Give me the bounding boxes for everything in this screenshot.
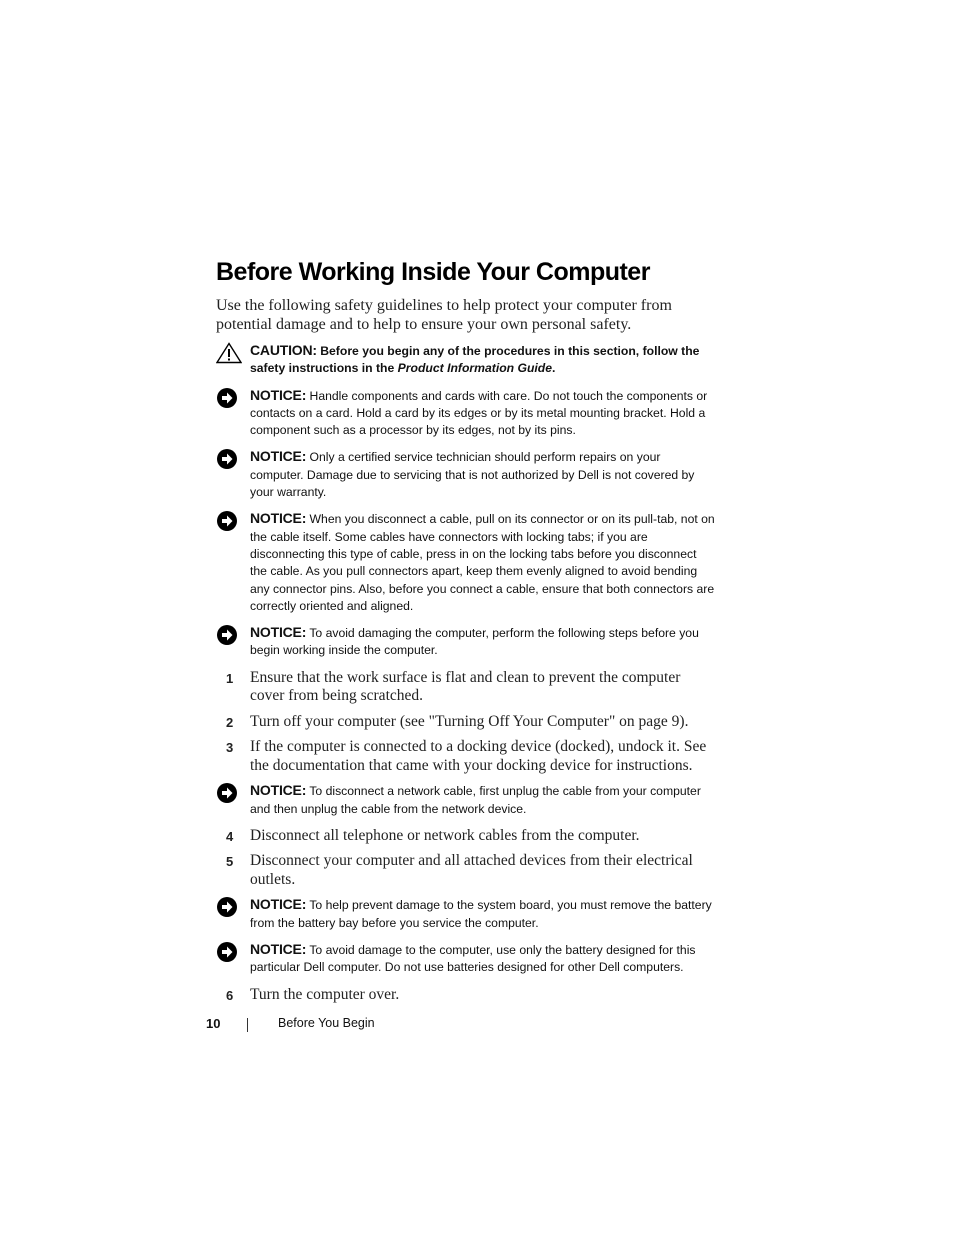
notice-text: When you disconnect a cable, pull on its connector or on its pull-tab, not on the cable itself. Some cables have connectors with locking tabs; if you are disconnecting this type of cable, press in on the locking tabs before you disconnect the cable. As you pull connectors apart, keep them evenly aligned to avoid bending any connector pins. Also, before you connect a cable, ensure that both connectors are correctly oriented and aligned. xyxy=(250,512,715,613)
notice-arrow-icon xyxy=(216,387,242,409)
notice-arrow-icon xyxy=(216,448,242,470)
warning-triangle-icon xyxy=(216,342,242,364)
notice-label: NOTICE: xyxy=(250,940,307,957)
notice-label: NOTICE: xyxy=(250,782,307,799)
notice-text: Handle components and cards with care. Do not touch the components or contacts on a card. Hold a card by its edges or by its metal mounting bracket. Hold a component such as a processor by its edges, not by its pins. xyxy=(250,388,708,438)
step-number: 2 xyxy=(226,714,234,730)
notice-arrow-icon xyxy=(216,941,242,963)
notice-label: NOTICE: xyxy=(250,624,307,641)
notice-text: To avoid damaging the computer, perform the following steps before you begin working inside the computer. xyxy=(250,626,699,658)
notice-text: Only a certified service technician should perform repairs on your computer. Damage due to servicing that is not authorized by Dell is not covered by your warranty. xyxy=(250,450,695,500)
caution-note xyxy=(216,342,716,378)
step-text: Disconnect all telephone or network cables from the computer. xyxy=(250,826,640,844)
step-item xyxy=(216,669,716,706)
step-number: 4 xyxy=(226,828,234,844)
page-content xyxy=(216,256,716,1011)
notice-arrow-icon xyxy=(216,624,242,646)
notice-note xyxy=(216,782,716,818)
notice-arrow-icon xyxy=(216,510,242,532)
notice-note xyxy=(216,941,716,977)
step-number: 6 xyxy=(226,987,234,1003)
caution-text: Before you begin any of the procedures in this section, follow the safety instructions in the Product Information Guide. xyxy=(250,344,700,376)
step-item xyxy=(216,986,716,1005)
page-title: Before Working Inside Your Computer xyxy=(216,258,650,286)
page-number: 10 xyxy=(206,1016,221,1031)
notice-note xyxy=(216,510,716,615)
notice-label: NOTICE: xyxy=(250,510,307,527)
step-item xyxy=(216,713,716,732)
step-text: Ensure that the work surface is flat and clean to prevent the computer cover from being scratched. xyxy=(250,668,681,705)
notice-note xyxy=(216,896,716,932)
step-number: 1 xyxy=(226,670,234,686)
step-number: 5 xyxy=(226,854,234,870)
footer-separator xyxy=(247,1018,248,1032)
section-name: Before You Begin xyxy=(278,1016,375,1030)
step-text: Disconnect your computer and all attached devices from their electrical outlets. xyxy=(250,852,693,888)
page-footer xyxy=(206,1016,506,1036)
product-information-guide: Product Information Guide xyxy=(397,361,553,376)
notice-text: To avoid damage to the computer, use only the battery designed for this particular Dell computer. Do not use batteries designed for other Dell computers. xyxy=(250,942,696,975)
notice-label: NOTICE: xyxy=(250,896,307,913)
notice-note xyxy=(216,387,716,440)
notice-label: NOTICE: xyxy=(250,386,307,403)
notice-text: To disconnect a network cable, first unplug the cable from your computer and then unplug the cable from the network device. xyxy=(250,784,701,816)
intro-paragraph: Use the following safety guidelines to help protect your computer from potential damage and to help to ensure your own personal safety. xyxy=(216,297,672,333)
notice-arrow-icon xyxy=(216,782,242,804)
notice-arrow-icon xyxy=(216,896,242,918)
step-item xyxy=(216,738,716,775)
caution-label: CAUTION: xyxy=(250,342,317,358)
step-item xyxy=(216,852,716,889)
step-number: 3 xyxy=(226,740,234,756)
step-text: Turn the computer over. xyxy=(250,985,400,1003)
step-text: Turn off your computer (see "Turning Off Your Computer" on page 9). xyxy=(250,712,689,730)
notice-note xyxy=(216,448,716,501)
notice-label: NOTICE: xyxy=(250,448,307,465)
step-text: If the computer is connected to a docking device (docked), undock it. See the documentation that came with your docking device for instructions. xyxy=(250,738,707,774)
step-item xyxy=(216,827,716,846)
notice-note xyxy=(216,624,716,660)
notice-text: To help prevent damage to the system board, you must remove the battery from the battery bay before you service the computer. xyxy=(250,898,712,930)
